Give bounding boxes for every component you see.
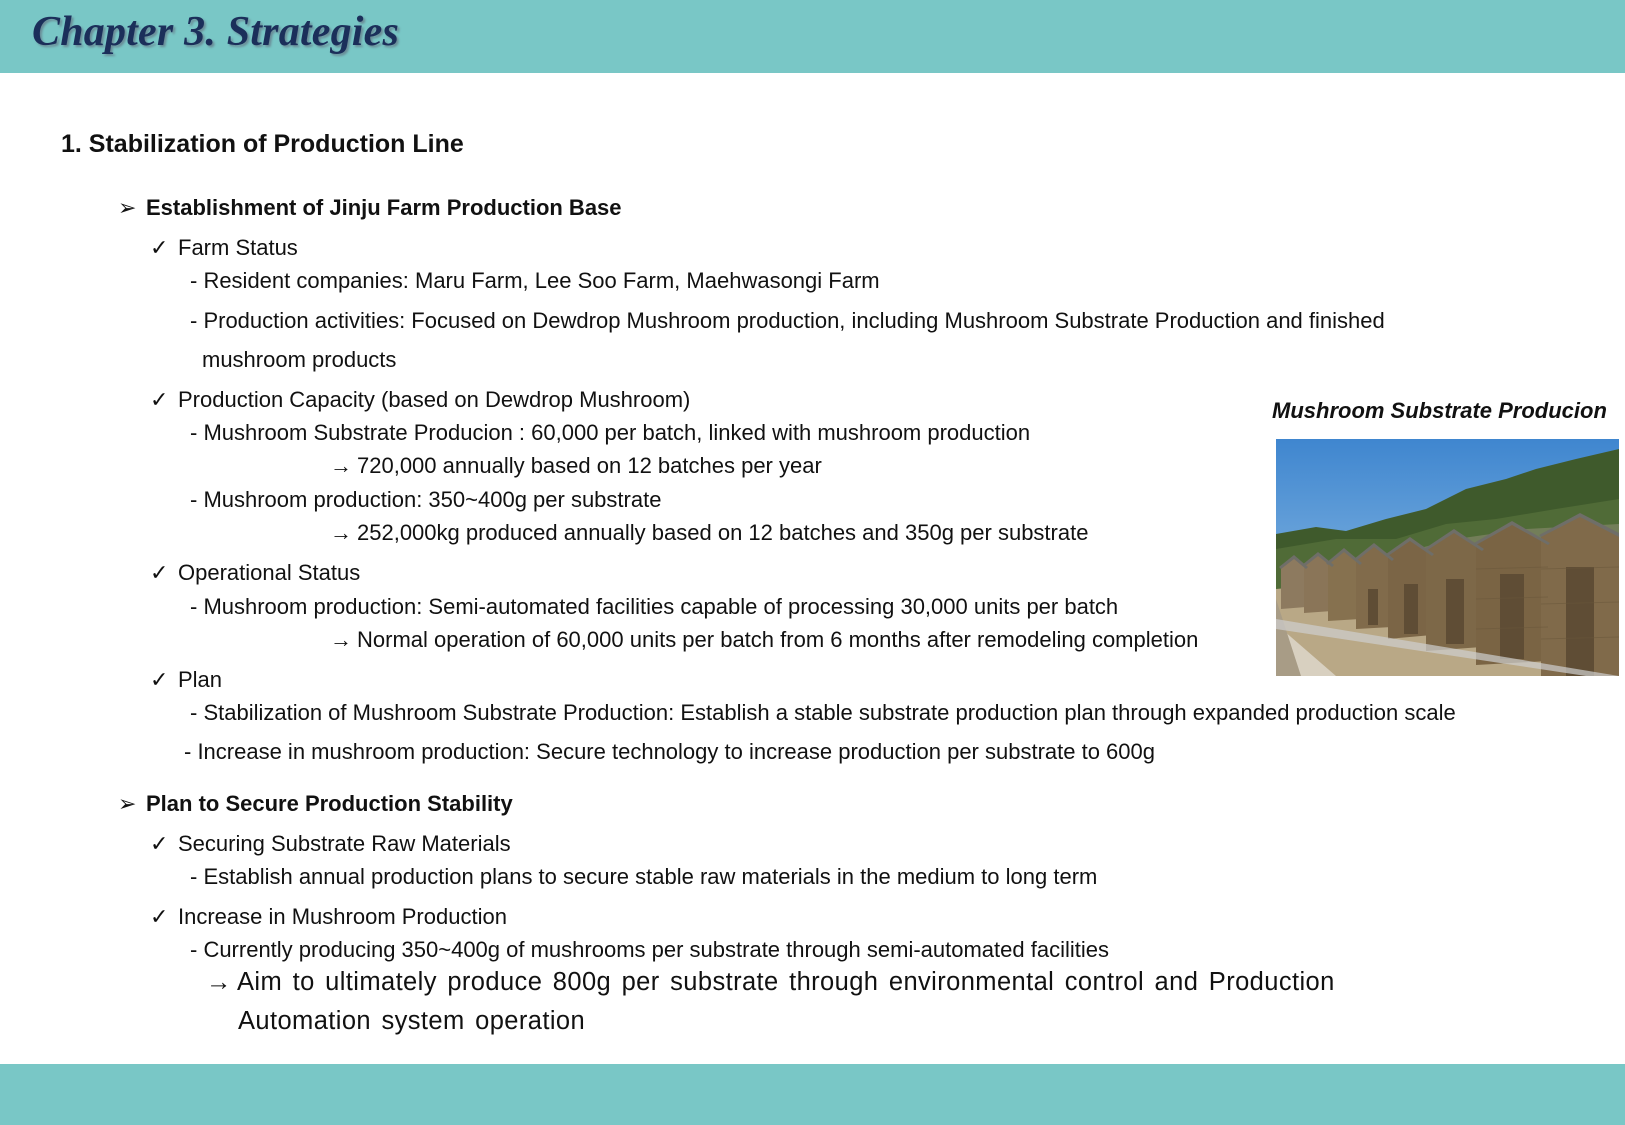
subheading-production-stability bbox=[118, 793, 513, 815]
section-title: 1. Stabilization of Production Line bbox=[61, 130, 464, 158]
item-title: Increase in Mushroom Production bbox=[178, 904, 507, 929]
subheading-text: Plan to Secure Production Stability bbox=[146, 791, 513, 816]
detail-line: - Mushroom production: 350~400g per substrate bbox=[190, 487, 662, 512]
detail-line: - Stabilization of Mushroom Substrate Production: Establish a stable substrate production plan through expanded production scale bbox=[190, 700, 1456, 725]
page-title: Chapter 3. Strategies bbox=[32, 9, 400, 55]
goal-line: Automation system operation bbox=[238, 1007, 586, 1035]
right-arrow-icon: → bbox=[206, 968, 232, 996]
item-title: Production Capacity (based on Dewdrop Mushroom) bbox=[178, 387, 691, 412]
item-production-capacity bbox=[150, 389, 690, 411]
detail-line: - Production activities: Focused on Dewdrop Mushroom production, including Mushroom Substrate Production and finished bbox=[190, 308, 1385, 333]
checkmark-icon: ✓ bbox=[150, 667, 169, 692]
item-title: Operational Status bbox=[178, 560, 361, 585]
checkmark-icon: ✓ bbox=[150, 387, 169, 412]
photo-caption: Mushroom Substrate Producion bbox=[1272, 398, 1607, 423]
right-arrow-icon: → bbox=[330, 520, 352, 545]
result-line: → Normal operation of 60,000 units per batch from 6 months after remodeling completion bbox=[330, 627, 1199, 652]
item-title: Plan bbox=[178, 667, 223, 692]
detail-line: - Increase in mushroom production: Secure technology to increase production per substrate to 600g bbox=[184, 739, 1155, 764]
detail-line: - Currently producing 350~400g of mushrooms per substrate through semi-automated facilities bbox=[190, 937, 1109, 962]
detail-line: - Resident companies: Maru Farm, Lee Soo Farm, Maehwasongi Farm bbox=[190, 268, 880, 293]
result-line: → 252,000kg produced annually based on 12 batches and 350g per substrate bbox=[330, 520, 1089, 545]
arrow-bullet-icon: ➢ bbox=[118, 791, 137, 816]
result-line: → 720,000 annually based on 12 batches per year bbox=[330, 453, 822, 478]
item-farm-status bbox=[150, 237, 298, 259]
detail-line: - Mushroom production: Semi-automated facilities capable of processing 30,000 units per batch bbox=[190, 594, 1119, 619]
right-arrow-icon: → bbox=[330, 627, 352, 652]
arrow-bullet-icon: ➢ bbox=[118, 195, 137, 220]
item-title: Farm Status bbox=[178, 235, 298, 260]
checkmark-icon: ✓ bbox=[150, 235, 169, 260]
subheading-text: Establishment of Jinju Farm Production Base bbox=[146, 195, 622, 220]
detail-line: - Establish annual production plans to secure stable raw materials in the medium to long term bbox=[190, 864, 1098, 889]
item-raw-materials bbox=[150, 833, 511, 855]
footer-bar bbox=[0, 1064, 1625, 1125]
detail-line: - Mushroom Substrate Producion : 60,000 per batch, linked with mushroom production bbox=[190, 420, 1031, 445]
item-increase-production bbox=[150, 906, 507, 928]
item-title: Securing Substrate Raw Materials bbox=[178, 831, 511, 856]
checkmark-icon: ✓ bbox=[150, 831, 169, 856]
goal-line: → Aim to ultimately produce 800g per substrate through environmental control and Production bbox=[206, 968, 1335, 996]
mushroom-farm-photo bbox=[1276, 439, 1619, 676]
item-operational-status bbox=[150, 562, 360, 584]
header-bar bbox=[0, 0, 1625, 73]
detail-line: mushroom products bbox=[202, 347, 397, 372]
item-plan bbox=[150, 669, 222, 691]
right-arrow-icon: → bbox=[330, 453, 352, 478]
checkmark-icon: ✓ bbox=[150, 904, 169, 929]
subheading-jinju-farm bbox=[118, 197, 622, 219]
checkmark-icon: ✓ bbox=[150, 560, 169, 585]
